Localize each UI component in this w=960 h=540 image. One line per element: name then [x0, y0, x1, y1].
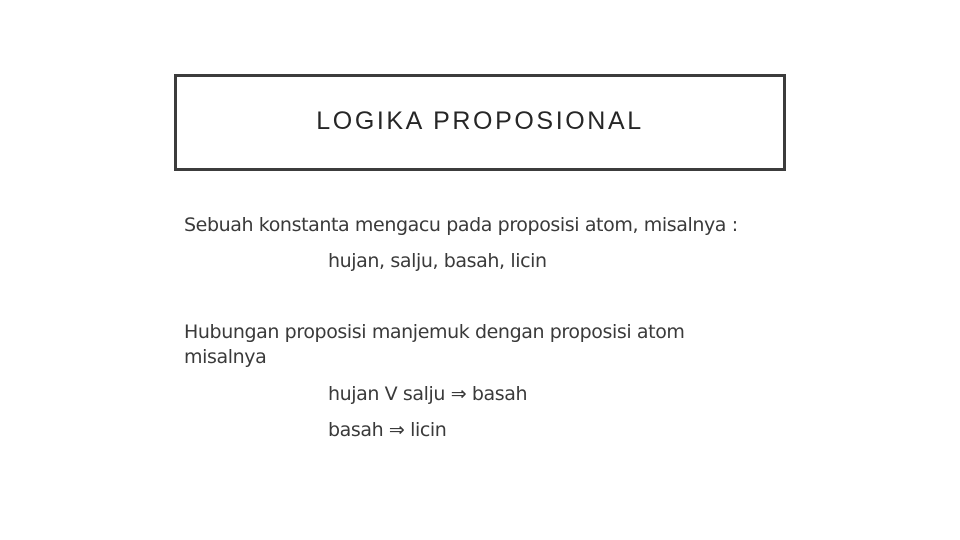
example-rule-1: hujan V salju ⇒ basah	[328, 383, 528, 405]
paragraph-compound-relation: Hubungan proposisi manjemuk dengan proposisi atom misalnya	[184, 321, 685, 368]
title-box	[174, 74, 786, 171]
slide-title: LOGIKA PROPOSIONAL	[316, 107, 644, 135]
paragraph-constant-definition: Sebuah konstanta mengacu pada proposisi atom, misalnya :	[184, 214, 738, 236]
example-rule-2: basah ⇒ licin	[328, 419, 447, 441]
example-atoms: hujan, salju, basah, licin	[328, 250, 547, 272]
